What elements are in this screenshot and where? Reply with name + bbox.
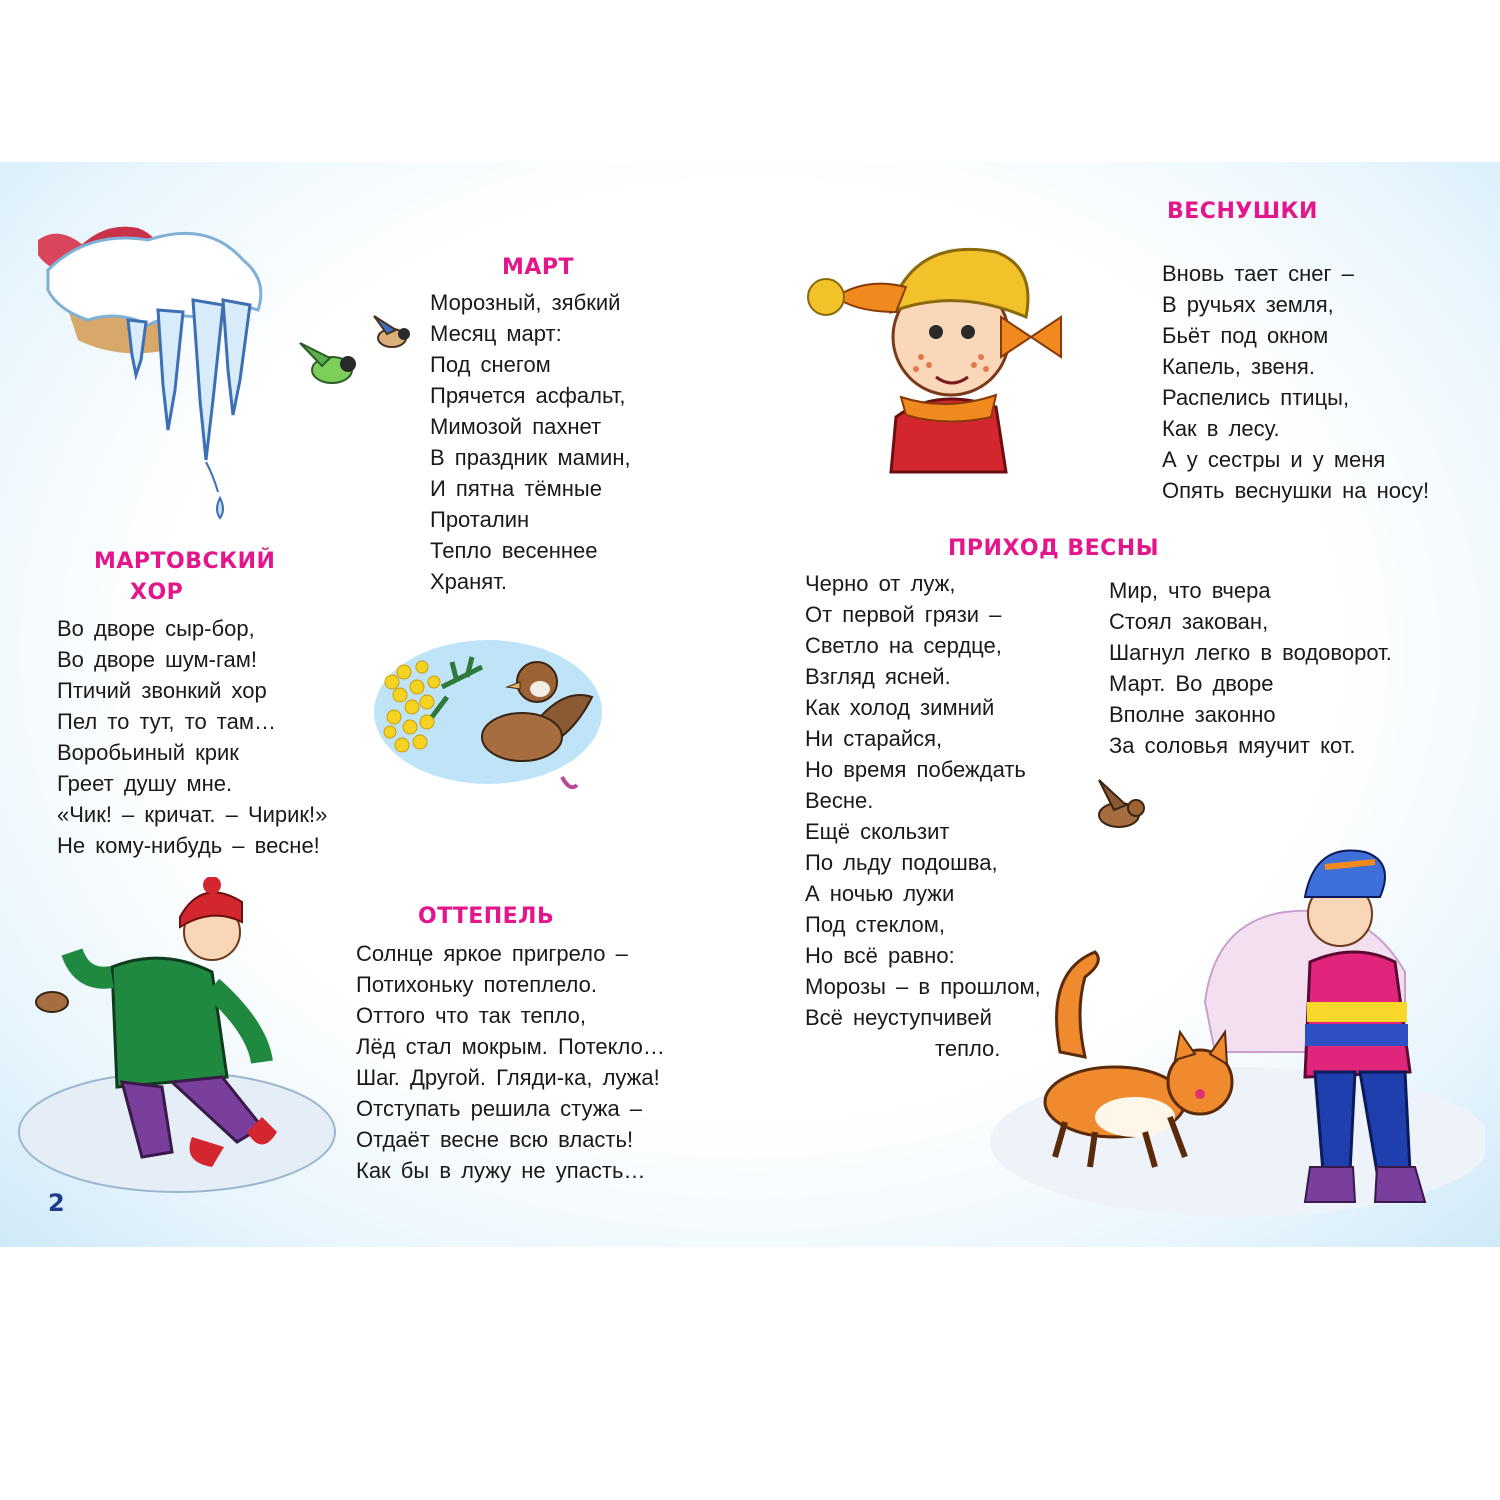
poem-line: Птичий звонкий хор: [57, 678, 267, 703]
poem-line: Во дворе шум-гам!: [57, 647, 257, 672]
poem-line: Солнце яркое пригрело –: [356, 941, 628, 966]
poem-line: Пел то тут, то там…: [57, 709, 276, 734]
poem-line: Весне.: [805, 788, 874, 813]
poem-line: Ни старайся,: [805, 726, 943, 751]
mimosa-sparrow-illustration: [372, 627, 604, 807]
poem-line: Потихоньку потеплело.: [356, 972, 597, 997]
poem-line: Бьёт под окном: [1162, 323, 1329, 348]
poem-line: Лёд стал мокрым. Потекло…: [356, 1034, 665, 1059]
icicle-main: [193, 300, 223, 460]
poem-line: В праздник мамин,: [430, 445, 631, 470]
cat-tail: [1057, 952, 1099, 1057]
poem-title-vesnushki: ВЕСНУШКИ: [1167, 199, 1318, 224]
small-bird-wing: [374, 316, 396, 334]
poem-line: Воробьиный крик: [57, 740, 239, 765]
poem-line: Вполне законно: [1109, 702, 1276, 727]
icicle-4: [128, 320, 146, 375]
icicle-2: [158, 310, 183, 430]
poem-line: Светло на сердце,: [805, 633, 1002, 658]
poem-line: Отдаёт весне всю власть!: [356, 1127, 634, 1152]
hat-pompom: [203, 877, 221, 894]
poem-line: Мимозой пахнет: [430, 414, 602, 439]
poem-line: Во дворе сыр-бор,: [57, 616, 255, 641]
poem-line: От первой грязи –: [805, 602, 1002, 627]
poem-line: Не кому-нибудь – весне!: [57, 833, 320, 858]
green-bird-head: [340, 356, 356, 372]
poem-title-martovsky-hor: [94, 546, 275, 608]
poem-line: Опять веснушки на носу!: [1162, 478, 1430, 503]
poem-line: Март. Во дворе: [1109, 671, 1274, 696]
hat-pompom: [808, 279, 844, 315]
poem-line: За соловья мяучит кот.: [1109, 733, 1356, 758]
slipping-boy-illustration: [12, 877, 342, 1202]
icicle-3: [223, 300, 250, 415]
title-line-2: ХОР: [130, 580, 184, 605]
poem-mart: [430, 287, 631, 597]
small-bird-head: [398, 328, 410, 340]
title-line-1: МАРТОВСКИЙ: [94, 549, 276, 574]
jacket-stripe-yellow: [1307, 1002, 1407, 1022]
poem-prihod-vesny-col2: [1109, 575, 1392, 761]
sparrow-cheek: [530, 681, 550, 697]
sparrow-small: [36, 992, 68, 1012]
poem-line: Ещё скользит: [805, 819, 950, 844]
poem-line: Морозный, зябкий: [430, 290, 621, 315]
poem-line: «Чик! – кричат. – Чирик!»: [57, 802, 328, 827]
freckled-girl-illustration: [796, 217, 1096, 477]
poem-line: Как холод зимний: [805, 695, 995, 720]
jacket-stripe-blue: [1305, 1024, 1408, 1046]
poem-line: Но время побеждать: [805, 757, 1026, 782]
poem-ottepel: [356, 938, 665, 1186]
cat-belly: [1095, 1097, 1175, 1137]
coat: [112, 958, 227, 1087]
poem-title-mart: МАРТ: [502, 255, 575, 280]
poem-line: Капель, звеня.: [1162, 354, 1315, 379]
page-number: 2: [48, 1189, 65, 1217]
poem-line: Месяц март:: [430, 321, 562, 346]
poem-line: Стоял закован,: [1109, 609, 1269, 634]
water-drop: [217, 498, 223, 518]
poem-line: Как бы в лужу не упасть…: [356, 1158, 646, 1183]
eye-left: [929, 325, 943, 339]
hat-tail: [836, 284, 906, 312]
poem-line: Черно от луж,: [805, 571, 956, 596]
puddle: [19, 1072, 335, 1192]
sparrow-feet: [562, 777, 577, 787]
poem-line: Как в лесу.: [1162, 416, 1280, 441]
poem-line: Отступать решила стужа –: [356, 1096, 643, 1121]
poem-line: А у сестры и у меня: [1162, 447, 1386, 472]
poem-prihod-vesny-col1: [805, 568, 1041, 1064]
poem-line: Под стеклом,: [805, 912, 946, 937]
drip-line: [206, 462, 218, 492]
icicle-illustration: [28, 200, 278, 530]
poem-line: По льду подошва,: [805, 850, 998, 875]
poem-title-prihod-vesny: ПРИХОД ВЕСНЫ: [948, 536, 1160, 561]
poem-line: И пятна тёмные: [430, 476, 602, 501]
coat-arm-left: [72, 952, 112, 978]
poem-vesnushki: [1162, 258, 1429, 506]
poem-line: Морозы – в прошлом,: [805, 974, 1041, 999]
poem-line: Мир, что вчера: [1109, 578, 1271, 603]
flying-birds-illustration: [292, 308, 422, 408]
book-spread: [0, 162, 1500, 1247]
eye-right: [961, 325, 975, 339]
poem-line: Шагнул легко в водоворот.: [1109, 640, 1392, 665]
sparrow-body: [482, 713, 562, 761]
poem-line: Греет душу мне.: [57, 771, 233, 796]
poem-line: Взгляд ясней.: [805, 664, 951, 689]
poem-line: Распелись птицы,: [1162, 385, 1350, 410]
poem-line: Тепло весеннее: [430, 538, 598, 563]
poem-line: Но всё равно:: [805, 943, 955, 968]
poem-line: тепло.: [935, 1036, 1001, 1061]
poem-martovsky-hor: [57, 613, 327, 861]
poem-line: Хранят.: [430, 569, 507, 594]
poem-line: Оттого что так тепло,: [356, 1003, 586, 1028]
poem-line: А ночью лужи: [805, 881, 955, 906]
poem-line: В ручьях земля,: [1162, 292, 1334, 317]
poem-line: Шаг. Другой. Гляди-ка, лужа!: [356, 1065, 660, 1090]
poem-line: Вновь тает снег –: [1162, 261, 1354, 286]
boy-hat: [1305, 850, 1385, 897]
braid-bow: [1001, 317, 1061, 357]
cat-nose: [1195, 1089, 1205, 1099]
poem-line: Под снегом: [430, 352, 551, 377]
boy-and-cat-illustration: [985, 802, 1485, 1222]
poem-line: Проталин: [430, 507, 530, 532]
poem-title-ottepel: ОТТЕПЕЛЬ: [418, 904, 555, 929]
poem-line: Прячется асфальт,: [430, 383, 626, 408]
poem-line: Всё неуступчивей: [805, 1005, 992, 1030]
